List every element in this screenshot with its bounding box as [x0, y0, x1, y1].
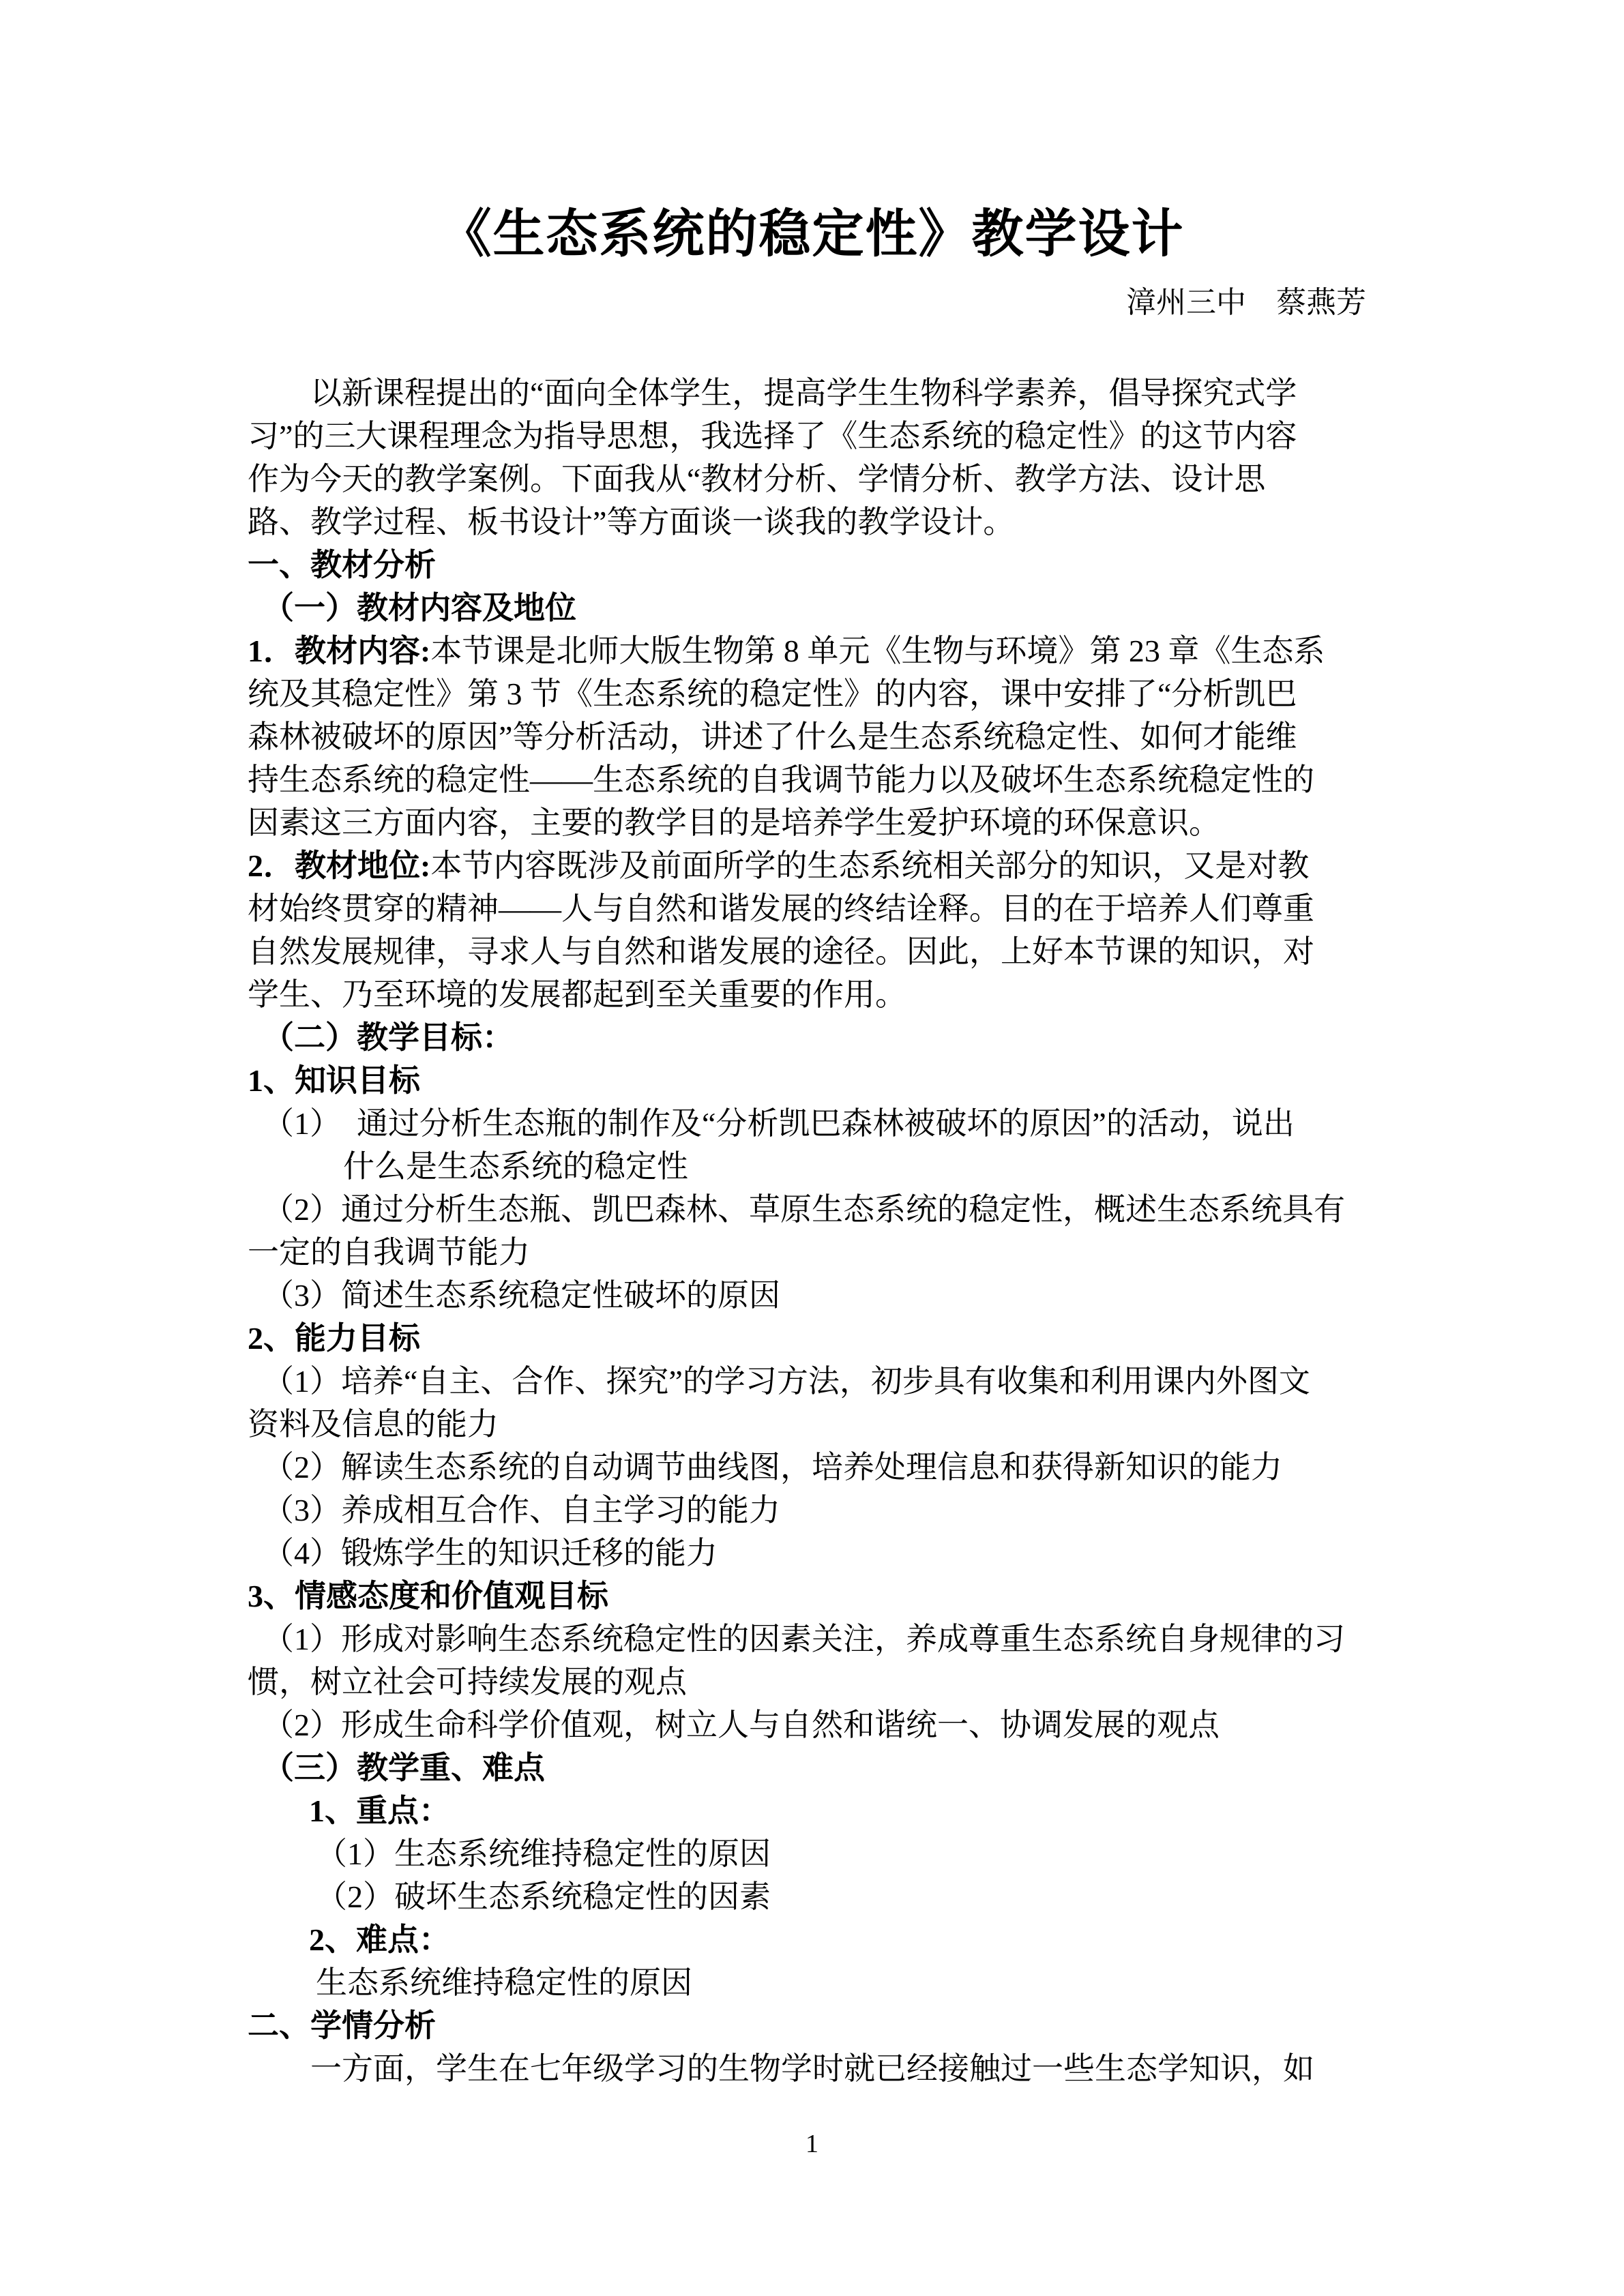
- doc-line: 学生、乃至环境的发展都起到至关重要的作用。: [248, 977, 906, 1012]
- doc-line: 1、知识目标: [248, 1063, 420, 1098]
- doc-line: 什么是生态系统的稳定性: [343, 1149, 688, 1184]
- doc-line: [248, 629, 1393, 672]
- doc-line: 自然发展规律，寻求人与自然和谐发展的途径。因此，上好本节课的知识，对: [248, 934, 1314, 969]
- document-title: 《生态系统的稳定性》教学设计: [439, 206, 1185, 263]
- line-text: 本节课是北师大版生物第 8 单元《生物与环境》第 23 章《生态系: [430, 633, 1325, 668]
- document-author: 漳州三中 蔡燕芳: [1126, 286, 1366, 319]
- doc-line: （3）养成相互合作、自主学习的能力: [263, 1493, 780, 1527]
- doc-line: 以新课程提出的“面向全体学生，提高学生生物科学素养，倡导探究式学: [310, 376, 1297, 411]
- doc-line: 3、情感态度和价值观目标: [248, 1579, 608, 1613]
- doc-line: 统及其稳定性》第 3 节《生态系统的稳定性》的内容，课中安排了“分析凯巴: [248, 676, 1297, 711]
- doc-line: （3）简述生态系统稳定性破坏的原因: [263, 1278, 780, 1313]
- doc-line: 1、重点：: [309, 1793, 450, 1828]
- doc-line: [248, 844, 1393, 887]
- doc-line: 惯，树立社会可持续发展的观点: [248, 1665, 687, 1699]
- doc-line: 生态系统维持稳定性的原因: [316, 1965, 692, 2000]
- doc-line: 资料及信息的能力: [248, 1407, 499, 1442]
- doc-line: （1）培养“自主、合作、探究”的学习方法，初步具有收集和利用课内外图文: [263, 1364, 1310, 1399]
- doc-line: 一、教材分析: [248, 548, 436, 582]
- doc-line: （4）锻炼学生的知识迁移的能力: [263, 1536, 718, 1570]
- doc-line: （1）生态系统维持稳定性的原因: [316, 1836, 771, 1871]
- page-number: 1: [806, 2130, 818, 2158]
- doc-line: 2、难点：: [309, 1922, 450, 1957]
- doc-line: 一定的自我调节能力: [248, 1235, 530, 1270]
- doc-line: 持生态系统的稳定性——生态系统的自我调节能力以及破坏生态系统稳定性的: [248, 762, 1314, 797]
- doc-line: 习”的三大课程理念为指导思想，我选择了《生态系统的稳定性》的这节内容: [248, 419, 1297, 453]
- doc-line: 路、教学过程、板书设计”等方面谈一谈我的教学设计。: [248, 505, 1015, 539]
- line-text: 本节内容既涉及前面所学的生态系统相关部分的知识，又是对教: [430, 848, 1310, 883]
- doc-line: 作为今天的教学案例。下面我从“教材分析、学情分析、教学方法、设计思: [248, 462, 1266, 496]
- doc-line: 因素这三方面内容，主要的教学目的是培养学生爱护环境的环保意识。: [248, 805, 1220, 840]
- doc-line: 二、学情分析: [248, 2008, 436, 2043]
- doc-line: （2）形成生命科学价值观，树立人与自然和谐统一、协调发展的观点: [263, 1708, 1220, 1742]
- doc-line: 一方面，学生在七年级学习的生物学时就已经接触过一些生态学知识，如: [310, 2051, 1314, 2086]
- doc-line: 森林被破坏的原因”等分析活动，讲述了什么是生态系统稳定性、如何才能维: [248, 719, 1297, 754]
- line-bold-prefix: 2．教材地位:: [248, 848, 431, 883]
- doc-line: （1）形成对影响生态系统稳定性的因素关注，养成尊重生态系统自身规律的习: [263, 1622, 1345, 1656]
- line-bold-prefix: 1．教材内容:: [248, 633, 431, 668]
- document-body: [248, 372, 1393, 2090]
- doc-line: 2、能力目标: [248, 1321, 420, 1356]
- doc-line: （三）教学重、难点: [263, 1750, 545, 1785]
- doc-line: （一）教材内容及地位: [263, 591, 576, 625]
- doc-line: （2）破坏生态系统稳定性的因素: [316, 1879, 771, 1914]
- doc-line: （2）通过分析生态瓶、凯巴森林、草原生态系统的稳定性，概述生态系统具有: [263, 1192, 1345, 1227]
- doc-line: （二）教学目标：: [263, 1020, 514, 1055]
- doc-line: 材始终贯穿的精神——人与自然和谐发展的终结诠释。目的在于培养人们尊重: [248, 891, 1314, 926]
- doc-line: （2）解读生态系统的自动调节曲线图，培养处理信息和获得新知识的能力: [263, 1450, 1282, 1485]
- doc-line: （1） 通过分析生态瓶的制作及“分析凯巴森林被破坏的原因”的活动，说出: [263, 1106, 1295, 1141]
